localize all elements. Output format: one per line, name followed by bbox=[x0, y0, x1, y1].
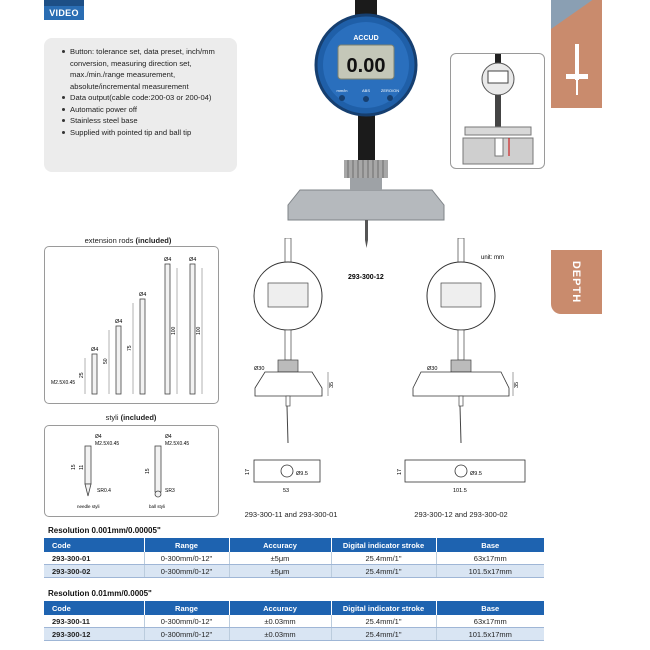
needle-length-1: 15 bbox=[71, 464, 77, 470]
col-header-base: Base bbox=[436, 601, 544, 615]
cell-accuracy: ±5μm bbox=[229, 565, 331, 578]
drawing-a-plan-width: 53 bbox=[283, 488, 290, 494]
rod-2-diameter: Ø4 bbox=[115, 319, 123, 325]
drawing-a-plan-height: 17 bbox=[245, 468, 251, 475]
col-header-code: Code bbox=[44, 601, 144, 615]
feature-item: Data output(cable code:200-03 or 200-04) bbox=[62, 92, 229, 104]
table-row bbox=[44, 552, 544, 565]
gauge-btn-right-label: ZERO/ON bbox=[380, 88, 400, 93]
side-tab-label: DEPTH bbox=[570, 260, 583, 304]
drawing-a-hole: Ø9.5 bbox=[296, 471, 308, 477]
styli-panel bbox=[44, 425, 219, 517]
gauge-display-value: 0.00 bbox=[346, 55, 386, 77]
cell-code: 293-300-11 bbox=[44, 615, 144, 628]
needle-styli-name: needle styli bbox=[77, 504, 100, 509]
usage-thumbnail[interactable] bbox=[450, 53, 545, 169]
needle-diameter: Ø4 bbox=[95, 434, 102, 440]
drawing-a bbox=[240, 238, 420, 508]
col-header-base: Base bbox=[436, 538, 544, 552]
spec-table-2 bbox=[44, 601, 544, 641]
rod-3-length: 75 bbox=[127, 345, 133, 351]
drawing-b-plan-width: 101.5 bbox=[453, 488, 467, 494]
rod-2-length: 50 bbox=[103, 358, 109, 364]
extension-rods-title-text: extension rods bbox=[84, 236, 136, 245]
col-header-range: Range bbox=[144, 601, 229, 615]
spec-table-1 bbox=[44, 538, 544, 578]
cell-base: 63x17mm bbox=[436, 615, 544, 628]
cell-base: 101.5x17mm bbox=[436, 628, 544, 641]
styli-drawing bbox=[45, 426, 218, 516]
cell-accuracy: ±0.03mm bbox=[229, 615, 331, 628]
ball-styli-name: ball styli bbox=[149, 504, 166, 509]
col-header-range: Range bbox=[144, 538, 229, 552]
table-header-row bbox=[44, 601, 544, 615]
col-header-stroke: Digital indicator stroke bbox=[331, 601, 436, 615]
cell-code: 293-300-01 bbox=[44, 552, 144, 565]
rod-1-length: 25 bbox=[79, 372, 85, 378]
cell-base: 63x17mm bbox=[436, 552, 544, 565]
styli-title-text: styli bbox=[105, 413, 121, 422]
styli-title bbox=[86, 413, 176, 422]
cell-code: 293-300-02 bbox=[44, 565, 144, 578]
cell-range: 0-300mm/0-12" bbox=[144, 615, 229, 628]
needle-tip: SR0.4 bbox=[97, 488, 111, 494]
feature-item: Supplied with pointed tip and ball tip bbox=[62, 127, 229, 139]
feature-item: Stainless steel base bbox=[62, 115, 229, 127]
drawing-b bbox=[395, 238, 545, 508]
usage-thumbnail-illustration bbox=[451, 54, 544, 168]
cell-range: 0-300mm/0-12" bbox=[144, 628, 229, 641]
video-badge[interactable] bbox=[44, 0, 84, 20]
table-row bbox=[44, 615, 544, 628]
drawing-a-base-diameter: Ø30 bbox=[254, 366, 265, 372]
cell-stroke: 25.4mm/1" bbox=[331, 628, 436, 641]
gauge-btn-left-label: mm/in bbox=[336, 88, 348, 93]
styli-title-bold: (included) bbox=[120, 413, 157, 422]
drawing-b-caption: 293-300-12 and 293-300-02 bbox=[414, 510, 508, 519]
table-row bbox=[44, 565, 544, 578]
video-label: VIDEO bbox=[49, 8, 79, 18]
feature-item: Automatic power off bbox=[62, 104, 229, 116]
extension-rods-title bbox=[68, 236, 188, 245]
depth-gauge-icon bbox=[565, 44, 589, 98]
table-2-title: Resolution 0.01mm/0.0005" bbox=[48, 589, 152, 598]
cell-base: 101.5x17mm bbox=[436, 565, 544, 578]
feature-list bbox=[54, 46, 229, 138]
rod-5-length: 100 bbox=[196, 326, 202, 335]
feature-item: Button: tolerance set, data preset, inch/mm conversion, measuring direction set, max./min./range measurement, absolute/incremental measurement bbox=[62, 46, 229, 92]
rod-thread: M2.5X0.45 bbox=[51, 380, 76, 386]
col-header-code: Code bbox=[44, 538, 144, 552]
gauge-btn-mid-label: ABS bbox=[361, 88, 371, 93]
cell-stroke: 25.4mm/1" bbox=[331, 615, 436, 628]
drawing-b-base-diameter: Ø30 bbox=[427, 366, 438, 372]
cell-code: 293-300-12 bbox=[44, 628, 144, 641]
tab-stripe bbox=[551, 0, 602, 36]
col-header-accuracy: Accuracy bbox=[229, 538, 331, 552]
cell-accuracy: ±0.03mm bbox=[229, 628, 331, 641]
ball-diameter: Ø4 bbox=[165, 434, 172, 440]
drawing-b-unit: unit: mm bbox=[481, 255, 505, 261]
gauge-brand: ACCUD bbox=[353, 35, 379, 42]
depth-gauge-photo bbox=[280, 0, 450, 250]
extension-rods-panel bbox=[44, 246, 219, 404]
cell-stroke: 25.4mm/1" bbox=[331, 552, 436, 565]
needle-length-2: 11 bbox=[79, 464, 85, 470]
ball-length: 15 bbox=[145, 468, 151, 474]
cell-range: 0-300mm/0-12" bbox=[144, 565, 229, 578]
drawing-a-caption: 293-300-11 and 293-300-01 bbox=[244, 510, 338, 519]
rod-5-diameter: Ø4 bbox=[189, 257, 197, 263]
table-header-row bbox=[44, 538, 544, 552]
rod-1-diameter: Ø4 bbox=[91, 347, 99, 353]
col-header-accuracy: Accuracy bbox=[229, 601, 331, 615]
drawing-a-model: 293-300-12 bbox=[348, 274, 384, 281]
drawing-b-height: 35 bbox=[514, 381, 520, 388]
side-tab-depth[interactable] bbox=[551, 250, 602, 314]
rod-4-length: 100 bbox=[171, 326, 177, 335]
ball-tip: SR3 bbox=[165, 488, 175, 494]
extension-rods-title-bold: (included) bbox=[135, 236, 172, 245]
rod-4-diameter: Ø4 bbox=[164, 257, 172, 263]
table-1-title: Resolution 0.001mm/0.00005" bbox=[48, 526, 161, 535]
badge-bar bbox=[44, 0, 84, 6]
cell-accuracy: ±5μm bbox=[229, 552, 331, 565]
extension-rods-drawing bbox=[45, 247, 218, 403]
drawing-b-hole: Ø9.5 bbox=[470, 471, 482, 477]
ball-thread: M2.5X0.45 bbox=[165, 441, 190, 447]
col-header-stroke: Digital indicator stroke bbox=[331, 538, 436, 552]
side-tab-top[interactable] bbox=[551, 0, 602, 108]
drawing-a-height: 35 bbox=[329, 381, 335, 388]
drawing-b-plan-height: 17 bbox=[397, 468, 403, 475]
rod-3-diameter: Ø4 bbox=[139, 292, 147, 298]
feature-list-box bbox=[44, 38, 237, 172]
cell-range: 0-300mm/0-12" bbox=[144, 552, 229, 565]
cell-stroke: 25.4mm/1" bbox=[331, 565, 436, 578]
table-row bbox=[44, 628, 544, 641]
needle-thread: M2.5X0.45 bbox=[95, 441, 120, 447]
